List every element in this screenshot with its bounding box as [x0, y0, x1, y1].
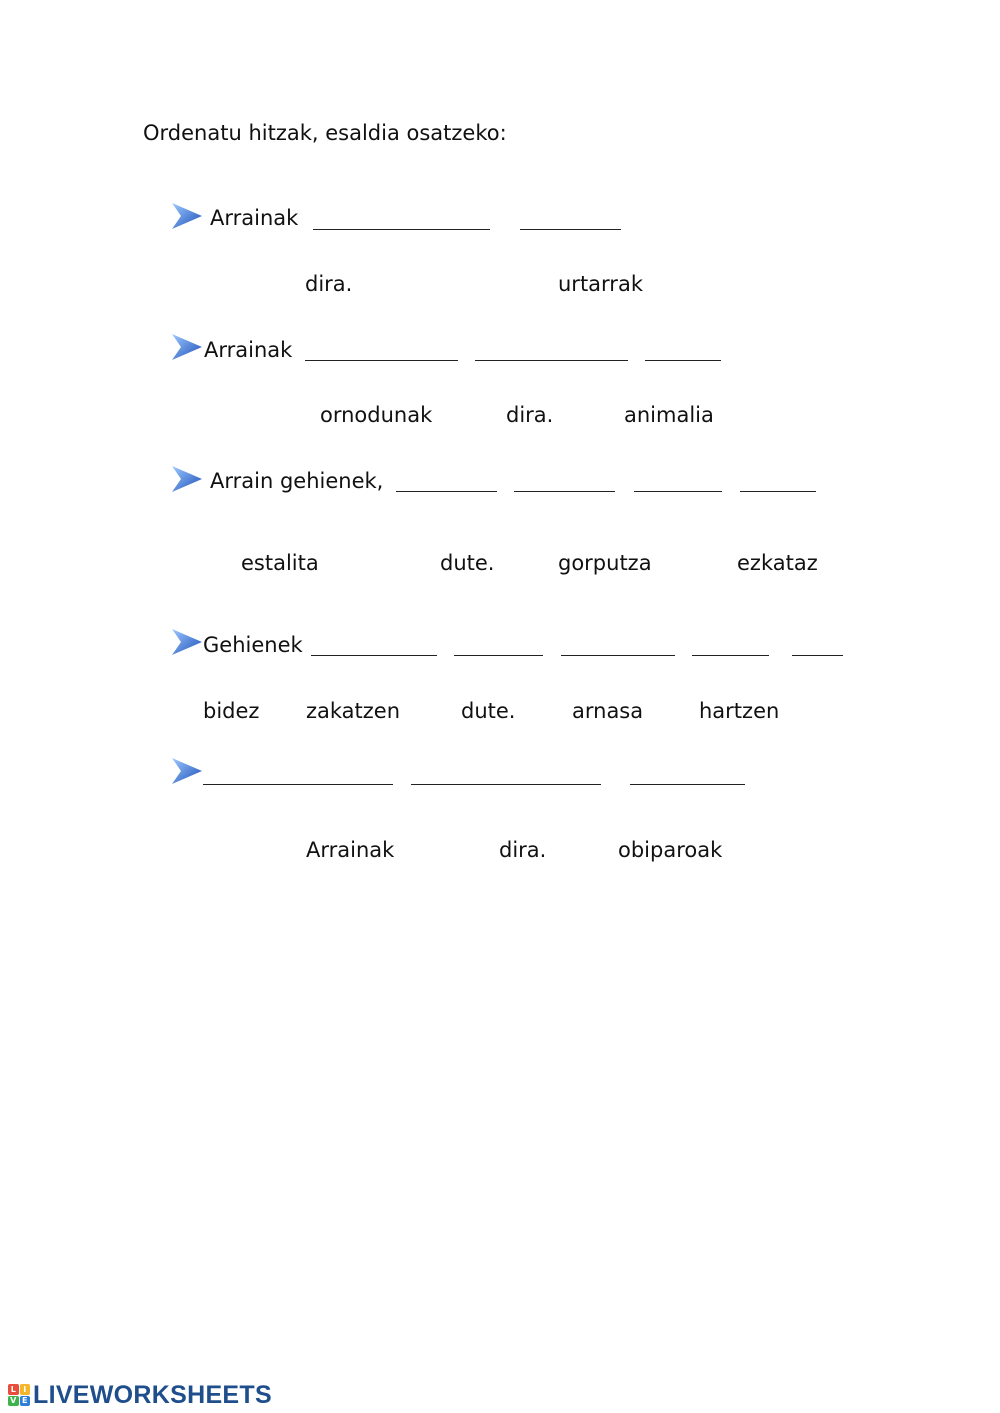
answer-blank[interactable]	[520, 229, 621, 230]
word-option: bidez	[203, 699, 260, 723]
word-option: urtarrak	[558, 272, 643, 296]
logo-mark-icon: L I V E	[8, 1384, 30, 1406]
answer-blank[interactable]	[305, 360, 458, 361]
word-option: hartzen	[699, 699, 780, 723]
answer-blank[interactable]	[396, 491, 497, 492]
word-option: dute.	[461, 699, 516, 723]
answer-blank[interactable]	[311, 655, 437, 656]
blue-arrow-icon	[172, 466, 204, 492]
word-option: arnasa	[572, 699, 644, 723]
blue-arrow-icon	[172, 758, 204, 784]
answer-blank[interactable]	[411, 784, 601, 785]
exercise-2-lead: Arrainak	[204, 338, 293, 362]
answer-blank[interactable]	[630, 784, 745, 785]
blue-arrow-icon	[172, 203, 204, 229]
answer-blank[interactable]	[740, 491, 816, 492]
word-option: animalia	[624, 403, 714, 427]
word-option: estalita	[241, 551, 319, 575]
answer-blank[interactable]	[645, 360, 721, 361]
answer-blank[interactable]	[634, 491, 722, 492]
exercise-3-lead: Arrain gehienek,	[210, 469, 384, 493]
answer-blank[interactable]	[561, 655, 675, 656]
word-option: dute.	[440, 551, 495, 575]
exercise-4-lead: Gehienek	[203, 633, 303, 657]
word-option: dira.	[305, 272, 353, 296]
liveworksheets-logo	[8, 1381, 272, 1409]
word-option: dira.	[499, 838, 547, 862]
word-option: obiparoak	[618, 838, 723, 862]
exercise-1-lead: Arrainak	[210, 206, 299, 230]
word-option: dira.	[506, 403, 554, 427]
answer-blank[interactable]	[792, 655, 843, 656]
word-option: zakatzen	[306, 699, 401, 723]
word-option: gorputza	[558, 551, 652, 575]
answer-blank[interactable]	[475, 360, 628, 361]
word-option: ornodunak	[320, 403, 433, 427]
blue-arrow-icon	[172, 629, 204, 655]
answer-blank[interactable]	[454, 655, 543, 656]
answer-blank[interactable]	[514, 491, 615, 492]
logo-text: LIVEWORKSHEETS	[33, 1380, 272, 1409]
blue-arrow-icon	[172, 334, 204, 360]
answer-blank[interactable]	[313, 229, 490, 230]
instruction-text: Ordenatu hitzak, esaldia osatzeko:	[143, 121, 507, 145]
word-option: ezkataz	[737, 551, 818, 575]
answer-blank[interactable]	[692, 655, 769, 656]
answer-blank[interactable]	[203, 784, 393, 785]
word-option: Arrainak	[306, 838, 395, 862]
